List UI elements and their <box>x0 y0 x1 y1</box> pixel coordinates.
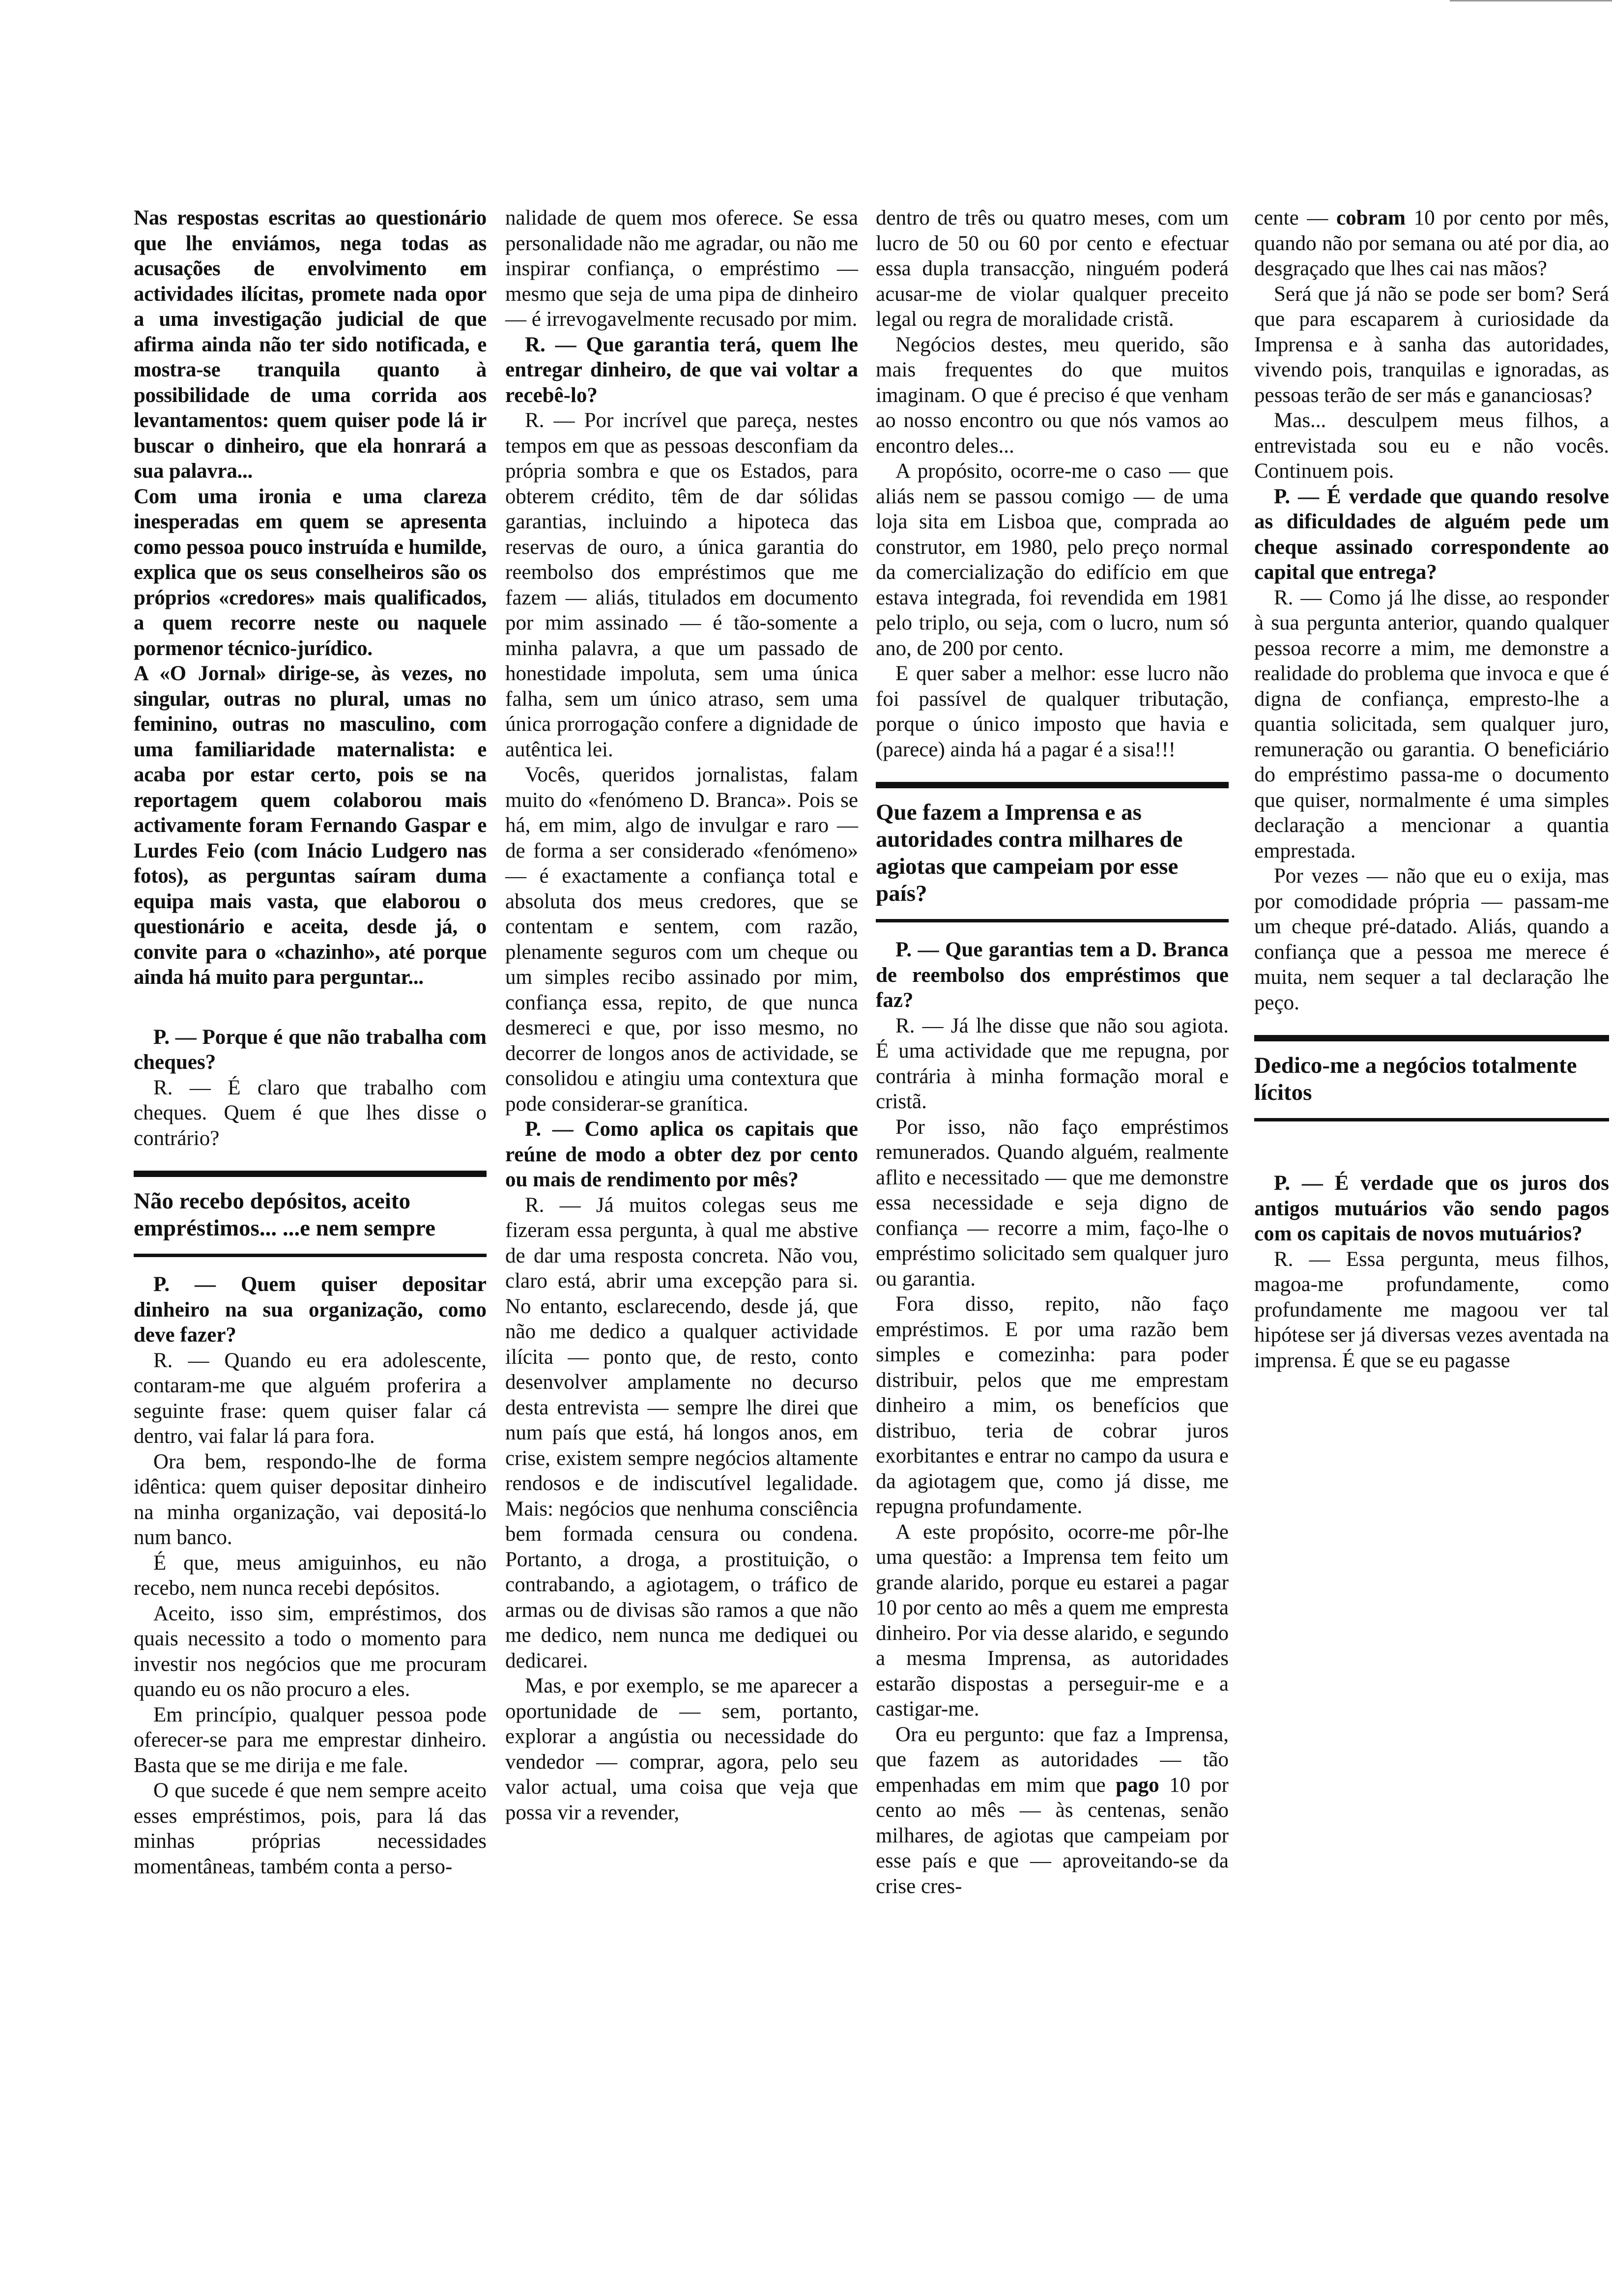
body-paragraph: Será que já não se pode ser bom? Será que para escaparem à curiosidade da Imprensa e à sanha das autoridades, vivendo pois, tranquilas e ignoradas, as pessoas terão de ser más e gananciosas? <box>1254 282 1609 407</box>
continued-paragraph: nalidade de quem mos oferece. Se essa personalidade não me agradar, ou não me inspirar confiança, o empréstimo — mesmo que seja de uma pipa de dinheiro — é irrevogavelmente recusado por mim. <box>505 206 858 331</box>
section-heading-text: Não recebo depósitos, aceito empréstimos... ...e nem sempre <box>134 1188 435 1241</box>
answer-paragraph: R. — Já muitos colegas seus me fizeram essa pergunta, à qual me abstive de dar uma resposta concreta. Não vou, claro está, abrir uma excepção para si. No entanto, esclarecendo, desde já, que não me dedico a qualquer actividade ilícita — ponto que, de resto, conto desenvolver amplamente no decurso desta entrevista — sempre lhe direi que num país que está, há longos anos, em crise, existem sempre negócios altamente rendosos e de indiscutível legalidade. Mais: negócios que nenhuma consciência bem formada censura ou condena. Portanto, a droga, a prostituição, o contrabando, a agiotagem, o tráfico de armas ou de divisas são ramos a que não me dedico, nem nunca me dediquei ou dedicarei. <box>505 1193 858 1672</box>
body-paragraph: Aceito, isso sim, empréstimos, dos quais necessito a todo o momento para investir nos negócios que me procuram quando eu os não procuro a eles. <box>134 1602 487 1701</box>
section-heading <box>876 782 1229 922</box>
intro-paragraph: A «O Jornal» dirige-se, às vezes, no singular, outras no plural, umas no feminino, outras no masculino, com uma familiaridade maternalista: e acaba por estar certo, pois se na reportagem quem colaborou mais activamente foram Fernando Gaspar e Lurdes Feio (com Inácio Ludgero nas fotos), as perguntas saíram duma equipa mais vasta, que elaborou o questionário e aceita, desde já, o convite para o «chazinho», até porque ainda há muito para perguntar... <box>134 662 487 989</box>
text-run: 10 por cento por mês, quando não por semana ou até por dia, ao desgraçado que lhes cai nas mãos? <box>1254 206 1610 280</box>
body-paragraph: E quer saber a melhor: esse lucro não foi passível de qualquer tributação, porque o único imposto que havia e (parece) ainda há a pagar é a sisa!!! <box>876 662 1229 761</box>
body-paragraph: Em princípio, qualquer pessoa pode oferecer-se para me emprestar dinheiro. Basta que se me dirija e me fale. <box>134 1703 487 1777</box>
section-heading-text: Dedico-me a negócios totalmente lícitos <box>1254 1053 1577 1105</box>
continued-paragraph: dentro de três ou quatro meses, com um lucro de 50 ou 60 por cento e efectuar essa dupla transacção, ninguém poderá acusar-me de violar qualquer preceito legal ou regra de moralidade cristã. <box>876 206 1229 331</box>
text-run: 10 por cento ao mês — às centenas, senão milhares, de agiotas que campeiam por esse país e que — aproveitando-se da crise cres- <box>876 1773 1229 1898</box>
heading-rule-thick <box>134 1171 487 1177</box>
question-paragraph: P. — Que garantias tem a D. Branca de reembolso dos empréstimos que faz? <box>876 938 1229 1012</box>
question-paragraph: P. — É verdade que os juros dos antigos mutuários vão sendo pagos com os capitais de novos mutuários? <box>1254 1172 1609 1245</box>
body-paragraph: A propósito, ocorre-me o caso — que aliás nem se passou comigo — de uma loja sita em Lisboa que, comprada ao construtor, em 1980, pelo preço normal da comercialização do edifício em que estava integrada, foi revendida em 1981 pelo triplo, ou seja, com o lucro, num só ano, de 200 por cento. <box>876 459 1229 660</box>
body-paragraph: Por isso, não faço empréstimos remunerados. Quando alguém, realmente aflito e necessitado — que me demonstre essa necessidade e seja digno de confiança — recorre a mim, faço-lhe o empréstimo solicitado sem qualquer juro ou garantia. <box>876 1115 1229 1291</box>
body-paragraph: Vocês, queridos jornalistas, falam muito do «fenómeno D. Branca». Pois se há, em mim, algo de invulgar e raro — de forma a ser considerado «fenómeno» — é exactamente a confiança total e absoluta dos meus credores, que se contentam e sentem, com razão, plenamente seguros com um cheque ou um simples recibo assinado por mim, confiança essa, repito, de que nunca desmereci e que, por isso mesmo, no decorrer de longos anos de actividade, se consolidou e atingiu uma contextura que pode considerar-se granítica. <box>505 763 858 1116</box>
continued-paragraph <box>1254 205 1609 282</box>
article-column-4 <box>1254 205 1609 1373</box>
intro-paragraph: Nas respostas escritas ao questionário que lhe enviámos, nega todas as acusações de envolvimento em actividades ilícitas, promete nada opor a uma investigação judicial de que afirma ainda não ter sido notificada, e mostra-se tranquila quanto à possibilidade de uma corrida aos levantamentos: quem quiser pode lá ir buscar o dinheiro, que ela honrará a sua palavra... <box>134 206 487 483</box>
question-paragraph: P. — Quem quiser depositar dinheiro na sua organização, como deve fazer? <box>134 1273 487 1347</box>
article-column-2 <box>505 205 858 1825</box>
heading-rule-thick <box>876 782 1229 788</box>
answer-paragraph: R. — Já lhe disse que não sou agiota. É uma actividade que me repugna, por contrária à minha formação moral e cristã. <box>876 1014 1229 1113</box>
heading-rule-thin <box>134 1254 487 1257</box>
answer-paragraph: R. — Quando eu era adolescente, contaram-me que alguém proferira a seguinte frase: quem quiser falar cá dentro, vai falar lá para fora. <box>134 1349 487 1448</box>
answer-paragraph: R. — Como já lhe disse, ao responder à sua pergunta anterior, quando qualquer pessoa recorre a mim, me demonstre a realidade do problema que invoca e que é digna de confiança, empresto-lhe a quantia solicitada, sem qualquer juro, remuneração ou garantia. O beneficiário do empréstimo passa-me o documento que quiser, normalmente é uma simples declaração a mencionar a quantia emprestada. <box>1254 586 1609 862</box>
article-column-3 <box>876 205 1229 1899</box>
body-paragraph <box>876 1722 1229 1899</box>
text-run: Ora eu pergunto: que faz a Imprensa, que fazem as autoridades — tão empenhadas em mim que <box>876 1722 1229 1797</box>
body-paragraph: Mas... desculpem meus filhos, a entrevistada sou eu e não vocês. Continuem pois. <box>1254 409 1609 483</box>
emphasis-text: cobram <box>1336 206 1406 230</box>
spacer <box>134 990 487 1025</box>
body-paragraph: Mas, e por exemplo, se me aparecer a oportunidade de — sem, portanto, explorar a angústia ou necessidade do vendedor — comprar, agora, pelo seu valor actual, uma coisa que veja que possa vir a revender, <box>505 1674 858 1824</box>
body-paragraph: Ora bem, respondo-lhe de forma idêntica: quem quiser depositar dinheiro na minha organização, vai depositá-lo num banco. <box>134 1450 487 1549</box>
question-paragraph: P. — Porque é que não trabalha com cheques? <box>134 1025 487 1074</box>
question-paragraph: P. — Como aplica os capitais que reúne de modo a obter dez por cento ou mais de rendimento por mês? <box>505 1118 858 1191</box>
section-heading <box>134 1171 487 1257</box>
heading-rule-thick <box>1254 1035 1609 1041</box>
page-edge-rule <box>1450 0 1612 1</box>
body-paragraph: O que sucede é que nem sempre aceito esses empréstimos, pois, para lá das minhas próprias necessidades momentâneas, também conta a perso- <box>134 1779 487 1878</box>
intro-paragraph: Com uma ironia e uma clareza inesperadas em quem se apresenta como pessoa pouco instruída e humilde, explica que os seus conselheiros são os próprios «credores» mais qualificados, a quem recorre neste ou naquele pormenor técnico-jurídico. <box>134 485 487 660</box>
heading-rule-thin <box>1254 1118 1609 1121</box>
question-paragraph: R. — Que garantia terá, quem lhe entregar dinheiro, de que vai voltar a recebê-lo? <box>505 333 858 407</box>
heading-rule-thin <box>876 919 1229 922</box>
body-paragraph: Por vezes — não que eu o exija, mas por comodidade própria — passam-me um cheque pré-datado. Aliás, quando a confiança que a pessoa me merece é muita, nem sequer a tal declaração lhe peço. <box>1254 864 1609 1014</box>
article-column-1 <box>134 205 487 1879</box>
spacer <box>1254 1136 1609 1171</box>
text-run: cente — <box>1254 206 1337 230</box>
section-heading-text: Que fazem a Imprensa e as autoridades contra milhares de agiotas que campeiam por esse país? <box>876 800 1183 906</box>
body-paragraph: É que, meus amiguinhos, eu não recebo, nem nunca recebi depósitos. <box>134 1551 487 1600</box>
answer-paragraph: R. — É claro que trabalho com cheques. Quem é que lhes disse o contrário? <box>134 1076 487 1150</box>
body-paragraph: Fora disso, repito, não faço empréstimos. E por uma razão bem simples e comezinha: para poder distribuir, pelos que me emprestam dinheiro a mim, os benefícios que distribuo, teria de cobrar juros exorbitantes e entrar no campo da usura e da agiotagem que, como já disse, me repugna profundamente. <box>876 1292 1229 1518</box>
emphasis-text: pago <box>1116 1773 1159 1797</box>
section-heading <box>1254 1035 1609 1121</box>
body-paragraph: A este propósito, ocorre-me pôr-lhe uma questão: a Imprensa tem feito um grande alarido, porque eu estarei a pagar 10 por cento ao mês a quem me empresta dinheiro. Por via desse alarido, e segundo a mesma Imprensa, as autoridades estarão dispostas a perseguir-me e a castigar-me. <box>876 1520 1229 1721</box>
question-paragraph: P. — É verdade que quando resolve as dificuldades de alguém pede um cheque assinado correspondente ao capital que entrega? <box>1254 485 1609 584</box>
body-paragraph: Negócios destes, meu querido, são mais frequentes do que muitos imaginam. O que é preciso é que venham ao nosso encontro ou que nós vamos ao encontro deles... <box>876 333 1229 458</box>
answer-paragraph: R. — Essa pergunta, meus filhos, magoa-me profundamente, como profundamente me magoou ver tal hipótese ser já diversas vezes aventada na imprensa. É que se eu pagasse <box>1254 1247 1609 1372</box>
answer-paragraph: R. — Por incrível que pareça, nestes tempos em que as pessoas desconfiam da própria sombra e que os Estados, para obterem crédito, têm de dar sólidas garantias, incluindo a hipoteca das reservas de ouro, a única garantia do reembolso dos empréstimos que me fazem — aliás, titulados em documento por mim assinado — é tão-somente a minha palavra, a que um passado de honestidade impoluta, sem uma única falha, sem um único atraso, sem uma única prorrogação confere a dignidade de autêntica lei. <box>505 409 858 761</box>
